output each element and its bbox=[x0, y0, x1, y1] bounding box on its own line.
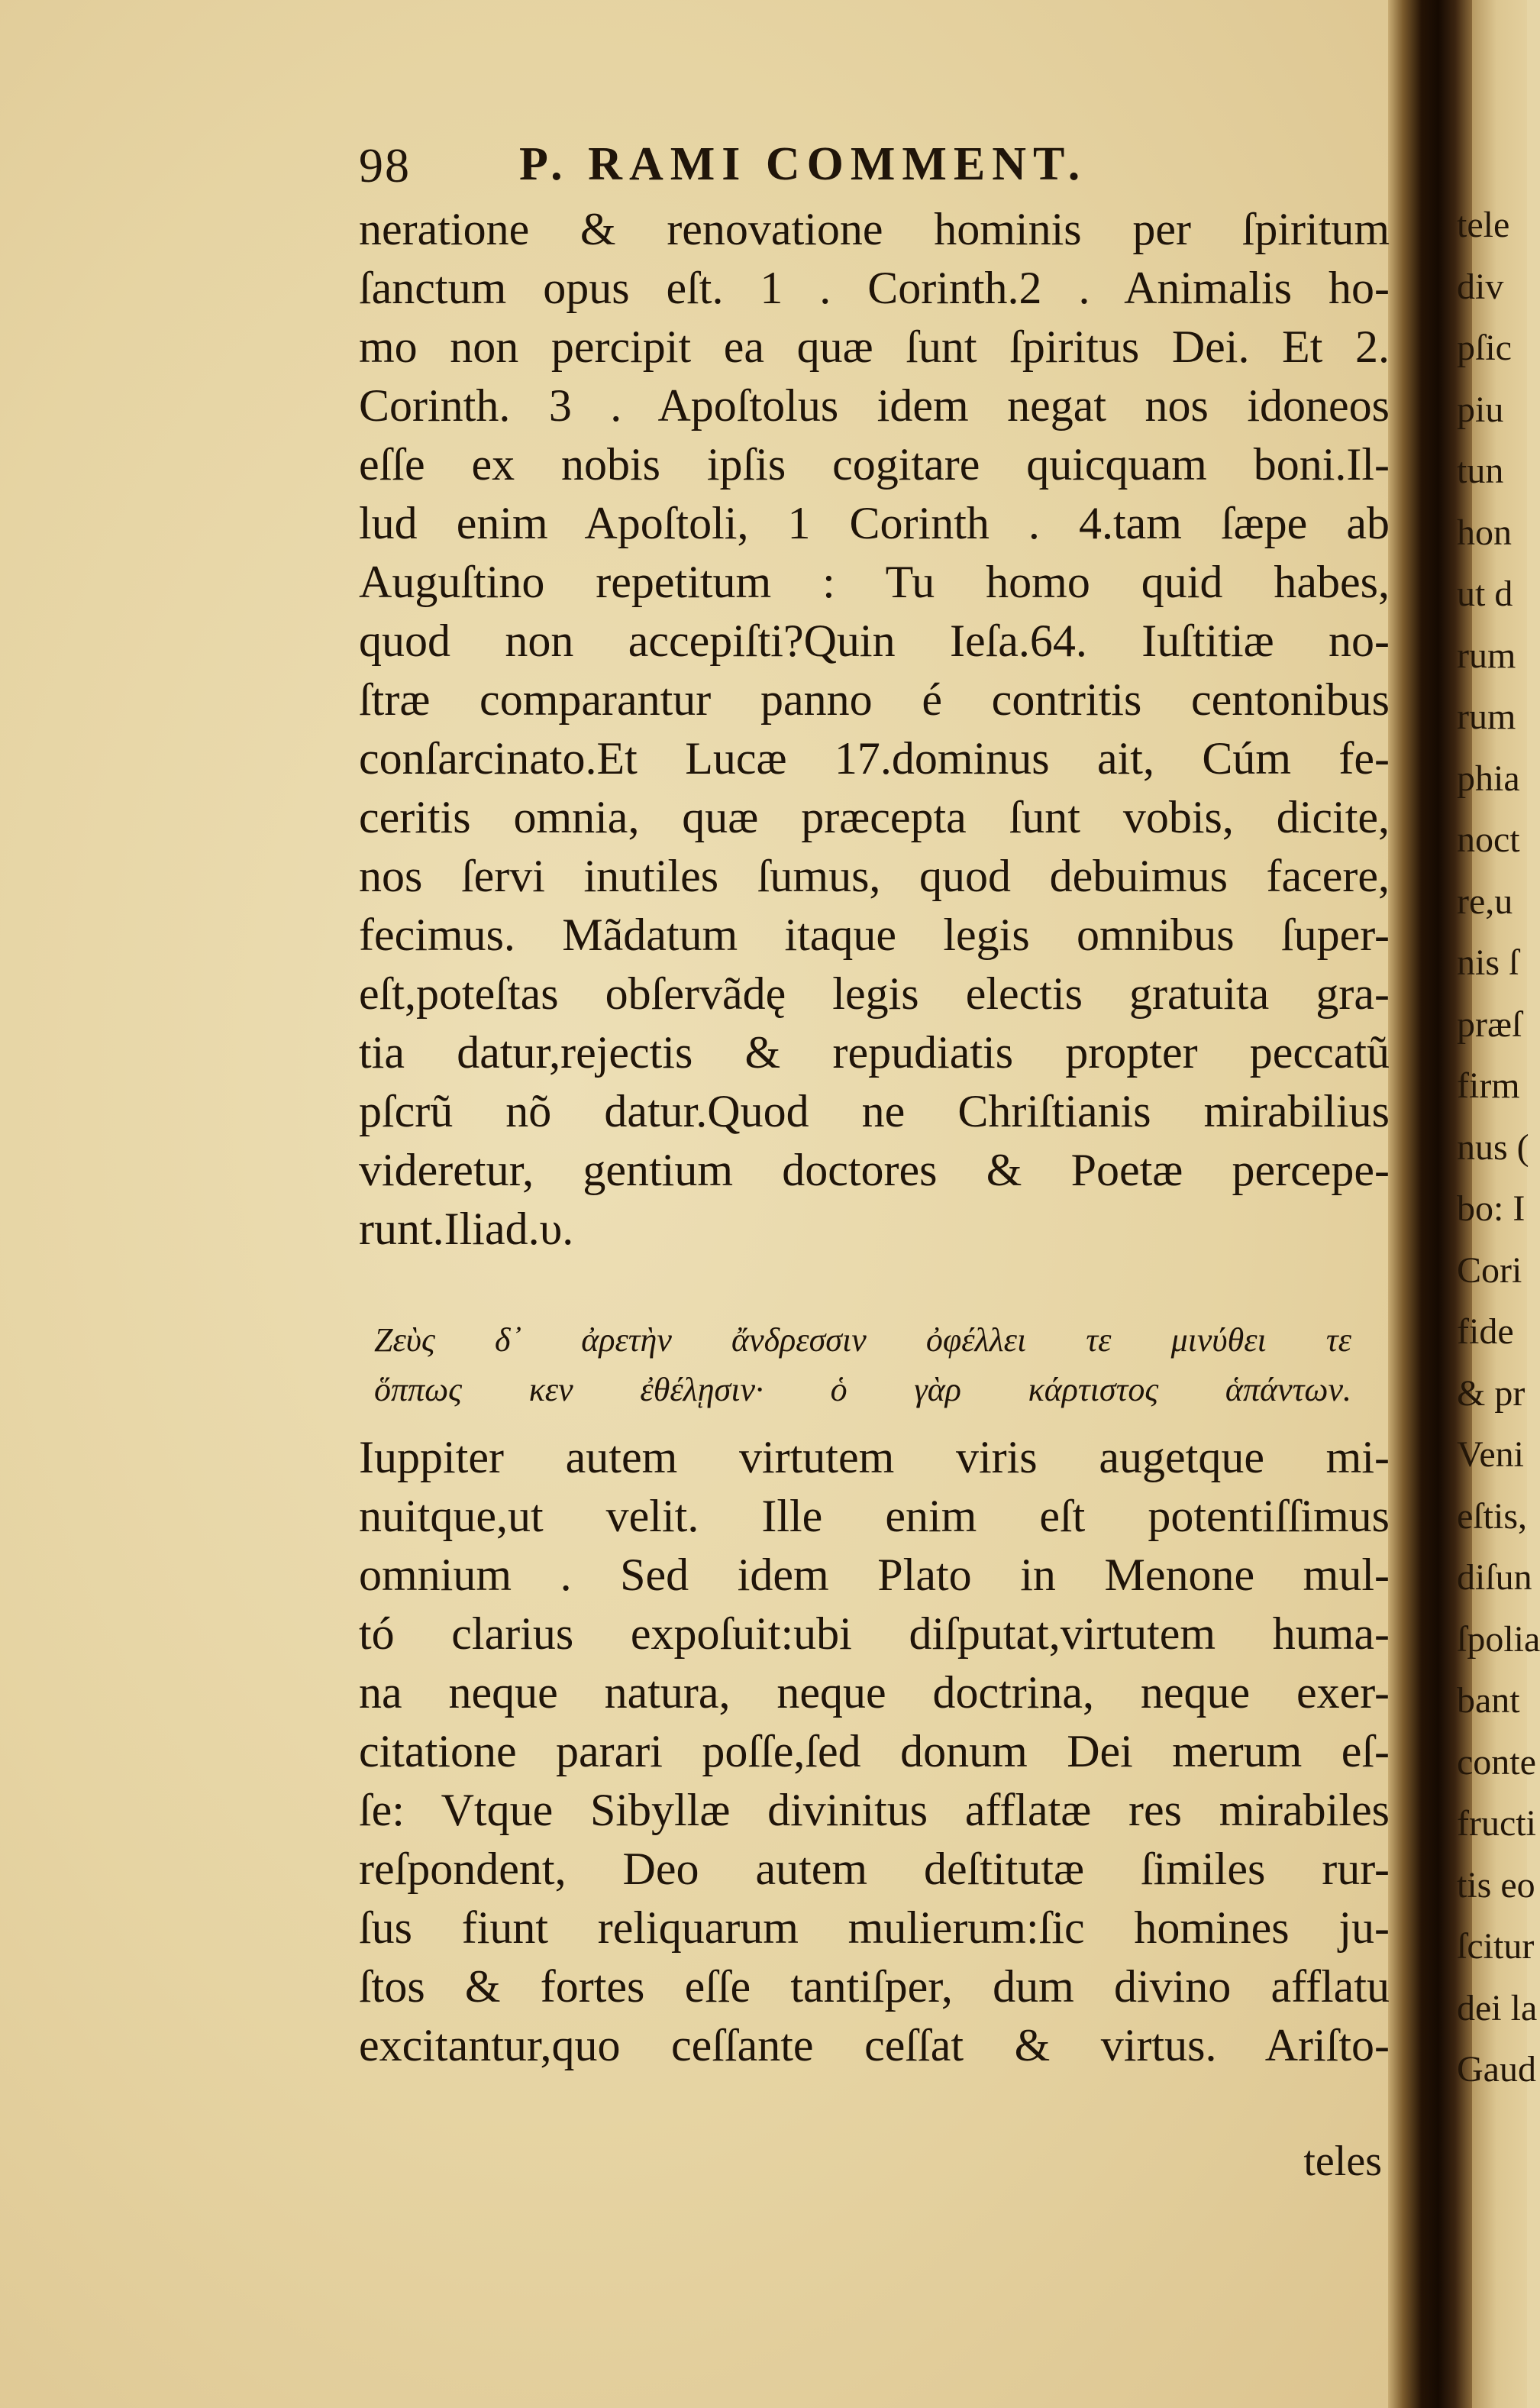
text-line: Iuppiter autem virtutem viris augetque mi- bbox=[359, 1432, 1390, 1482]
text-line: fecimus. Mãdatum itaque legis omnibus ſuper- bbox=[359, 910, 1390, 960]
next-page-fragment: Cori bbox=[1457, 1249, 1522, 1291]
text-line: neratione & renovatione hominis per ſpiritum bbox=[359, 204, 1390, 254]
text-line: ſtræ comparantur panno é contritis centonibus bbox=[359, 674, 1390, 725]
text-line: videretur, gentium doctores & Poetæ percepe- bbox=[359, 1145, 1390, 1195]
next-page-fragment: nus ( bbox=[1457, 1126, 1529, 1168]
next-page-fragment: nis ſ bbox=[1457, 942, 1519, 983]
text-line: eſſe ex nobis ipſis cogitare quicquam boni.Il- bbox=[359, 439, 1390, 490]
text-line: na neque natura, neque doctrina, neque exer- bbox=[359, 1667, 1390, 1718]
text-line: ſus fiunt reliquarum mulierum:ſic homines ju- bbox=[359, 1902, 1390, 1953]
text-line: Corinth. 3 . Apoſtolus idem negat nos idoneos bbox=[359, 380, 1390, 431]
text-line: ſtos & fortes eſſe tantiſper, dum divino afflatu bbox=[359, 1961, 1390, 2012]
next-page-fragment: rum bbox=[1457, 635, 1516, 676]
next-page-fragment: ut d bbox=[1457, 574, 1513, 614]
text-line: reſpondent, Deo autem deſtitutæ ſimiles rur- bbox=[359, 1844, 1390, 1894]
text-line: pſcrũ nõ datur.Quod ne Chriſtianis mirabilius bbox=[359, 1086, 1390, 1136]
next-page-fragment: ſpolia bbox=[1457, 1618, 1540, 1660]
text-line: citatione parari poſſe,ſed donum Dei merum eſ- bbox=[359, 1726, 1390, 1776]
text-line: ceritis omnia, quæ præcepta ſunt vobis, dicite, bbox=[359, 792, 1390, 842]
next-page-fragment: tis eo bbox=[1457, 1864, 1535, 1905]
next-page-fragment: pſic bbox=[1457, 328, 1512, 368]
next-page-fragment: rum bbox=[1457, 697, 1516, 737]
text-line: Ζεὺς δ᾽ ἀρετὴν ἄνδρεσσιν ὀφέλλει τε μινύθει τε bbox=[374, 1321, 1351, 1359]
text-line: lud enim Apoſtoli, 1 Corinth . 4.tam ſæpe ab bbox=[359, 498, 1390, 548]
text-line: ſe: Vtque Sibyllæ divinitus afflatæ res mirabiles bbox=[359, 1785, 1390, 1835]
running-head bbox=[359, 137, 1382, 199]
running-title: P. RAMI COMMENT. bbox=[519, 138, 1087, 190]
next-page-fragment: tun bbox=[1457, 451, 1504, 491]
text-line: runt.Iliad.υ. bbox=[359, 1204, 574, 1254]
text-line: tó clarius expoſuit:ubi diſputat,virtutem huma- bbox=[359, 1608, 1390, 1659]
next-page-fragment: phia bbox=[1457, 758, 1520, 799]
text-line: Auguſtino repetitum : Tu homo quid habes, bbox=[359, 557, 1390, 607]
text-line: quod non accepiſti?Quin Ieſa.64. Iuſtitiæ no- bbox=[359, 616, 1390, 666]
next-page-fragment: re,u bbox=[1457, 881, 1513, 922]
text-line: tia datur,rejectis & repudiatis propter peccatũ bbox=[359, 1027, 1390, 1078]
next-page-fragment: bo: I bbox=[1457, 1188, 1525, 1229]
next-page-fragment: fructi bbox=[1457, 1803, 1536, 1844]
next-page-fragment: & pr bbox=[1457, 1372, 1525, 1414]
next-page-fragment: ſcitur bbox=[1457, 1926, 1535, 1967]
next-page-fragment: div bbox=[1457, 266, 1504, 307]
text-line: eſt,poteſtas obſervãdę legis electis gratuita gra- bbox=[359, 968, 1390, 1019]
text-line: mo non percipit ea quæ ſunt ſpiritus Dei. Et 2. bbox=[359, 322, 1390, 372]
next-page-fragment: Veni bbox=[1457, 1434, 1524, 1475]
next-page-fragment: noct bbox=[1457, 819, 1520, 860]
text-line: nuitque,ut velit. Ille enim eſt potentiſſimus bbox=[359, 1491, 1390, 1541]
next-page-fragment: Gaud bbox=[1457, 2049, 1536, 2090]
next-page-fragment: hon bbox=[1457, 512, 1512, 553]
next-page-fragment: dei la bbox=[1457, 1987, 1538, 2028]
text-line: ὅππως κεν ἐθέλῃσιν· ὁ γὰρ κάρτιστος ἁπάντων. bbox=[374, 1371, 1351, 1408]
next-page-fragment: conte bbox=[1457, 1741, 1536, 1783]
next-page-fragment: fide bbox=[1457, 1311, 1514, 1352]
page-number: 98 bbox=[359, 138, 411, 192]
text-line: omnium . Sed idem Plato in Menone mul- bbox=[359, 1550, 1390, 1600]
next-page-fragment: diſun bbox=[1457, 1557, 1532, 1598]
next-page-fragment: eſtis, bbox=[1457, 1495, 1527, 1537]
text-line: nos ſervi inutiles ſumus, quod debuimus facere, bbox=[359, 851, 1390, 901]
next-page-fragment: præſ bbox=[1457, 1004, 1522, 1045]
next-page-fragment: tele bbox=[1457, 205, 1510, 245]
next-page-fragment: piu bbox=[1457, 389, 1504, 430]
text-line: ſanctum opus eſt. 1 . Corinth.2 . Animalis ho- bbox=[359, 263, 1390, 313]
catchword: teles bbox=[1303, 2138, 1382, 2185]
text-line: excitantur,quo ceſſante ceſſat & virtus. Ariſto- bbox=[359, 2020, 1390, 2070]
text-line: conſarcinato.Et Lucæ 17.dominus ait, Cúm fe- bbox=[359, 733, 1390, 784]
next-page-fragment: firm bbox=[1457, 1065, 1520, 1106]
next-page-fragment: bant bbox=[1457, 1680, 1520, 1721]
